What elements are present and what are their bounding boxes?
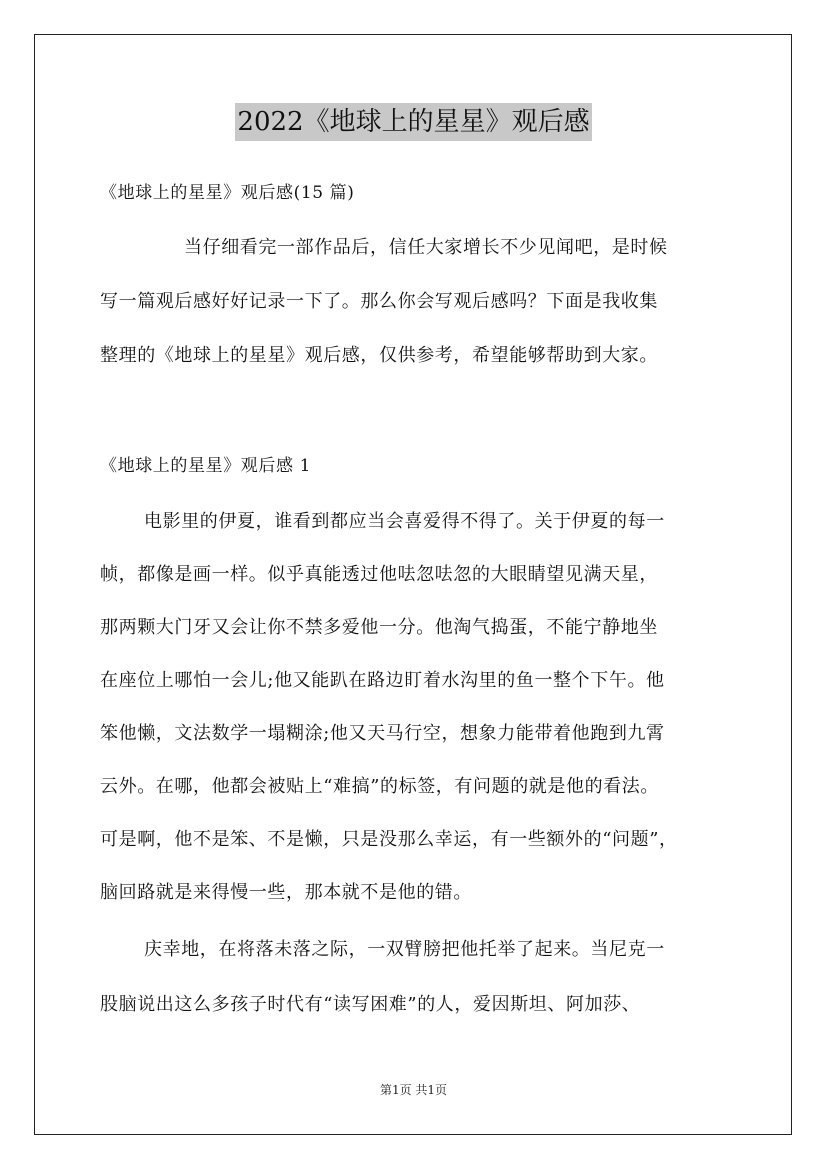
title-container: [0, 103, 827, 141]
body-line: 庆幸地，在将落未落之际，一双臂膀把他托举了起来。当尼克一: [144, 939, 665, 960]
body-line: 股脑说出这么多孩子时代有“读写困难”的人，爱因斯坦、阿加莎、: [100, 994, 641, 1015]
intro-line: 写一篇观后感好好记录一下了。那么你会写观后感吗？下面是我收集: [100, 291, 658, 312]
body-line: 帧，都像是画一样。似乎真能透过他呿忽呿忽的大眼睛望见满天星，: [100, 564, 658, 585]
document-subtitle: 《地球上的星星》观后感(15 篇): [100, 183, 355, 203]
body-line: 脑回路就是来得慢一些，那本就不是他的错。: [100, 882, 472, 903]
intro-line: 整理的《地球上的星星》观后感，仅供参考，希望能够帮助到大家。: [100, 345, 658, 366]
body-line: 云外。在哪，他都会被贴上“难搞”的标签，有问题的就是他的看法。: [100, 776, 660, 797]
body-line: 可是啊，他不是笨、不是懒，只是没那么幸运，有一些额外的“问题”，: [100, 829, 678, 850]
body-line: 电影里的伊夏，谁看到都应当会喜爱得不得了。关于伊夏的每一: [144, 511, 665, 532]
page-footer: 第1页 共1页: [379, 1083, 448, 1097]
body-line: 笨他懒，文法数学一塌糊涂;他又天马行空，想象力能带着他跑到九霄: [100, 723, 665, 744]
document-title: 2022《地球上的星星》观后感: [235, 103, 591, 141]
body-line: 在座位上哪怕一会儿;他又能趴在路边盯着水沟里的鱼一整个下午。他: [100, 670, 665, 691]
intro-line: 当仔细看完一部作品后，信任大家增长不少见闻吧，是时候: [184, 237, 668, 258]
body-line: 那两颗大门牙又会让你不禁多爱他一分。他淘气捣蛋，不能宁静地坐: [100, 617, 658, 638]
section-heading: 《地球上的星星》观后感 1: [100, 456, 312, 476]
